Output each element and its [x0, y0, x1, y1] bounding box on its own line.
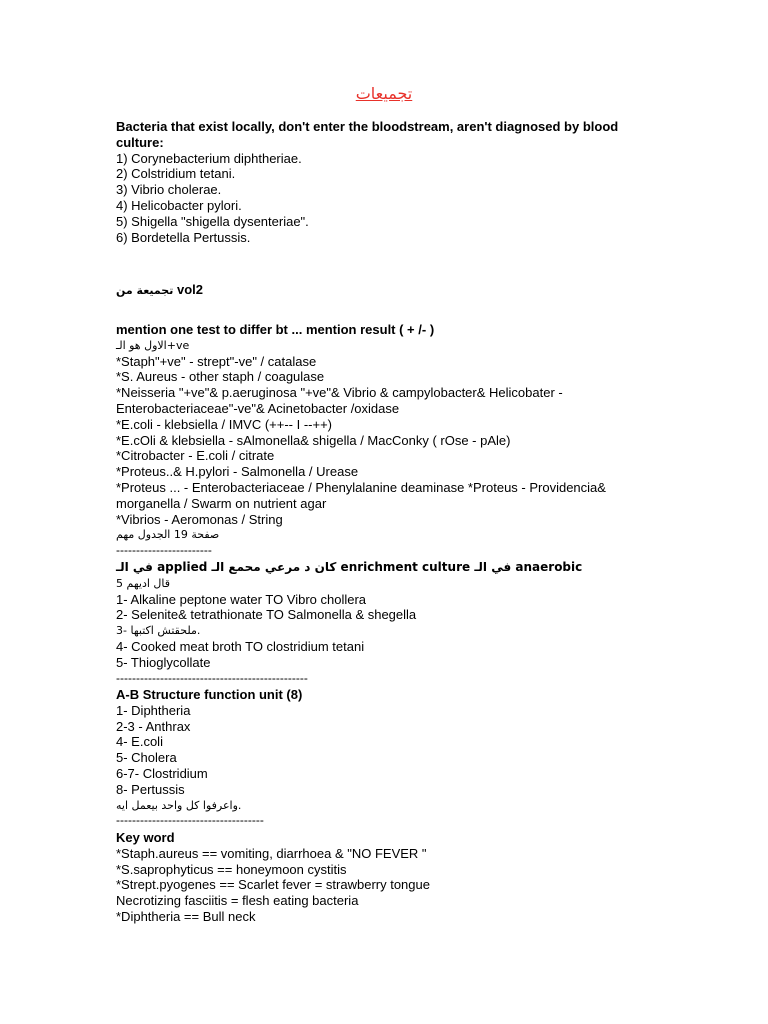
separator: ------------------------------------- — [116, 813, 264, 828]
section-note: الاول هو الـ+ve — [116, 338, 190, 352]
list-item: *Staph"+ve" - strept"-ve" / catalase — [116, 353, 317, 369]
list-item: *Proteus ... - Enterobacteriaceae / Phenylalanine deaminase *Proteus - Providencia& — [116, 479, 606, 495]
list-item: 5- Thioglycollate — [116, 654, 211, 670]
list-item: *S. Aureus - other staph / coagulase — [116, 369, 325, 385]
section-note: واعرفوا كل واحد بيعمل ايه. — [116, 798, 242, 812]
list-item: 5) Shigella "shigella dysenteriae". — [116, 213, 309, 229]
list-item: *Proteus..& H.pylori - Salmonella / Urease — [116, 464, 359, 480]
section-vol2 — [116, 282, 656, 298]
section-heading: mention one test to differ bt ... mention result ( + /- ) — [116, 322, 435, 337]
list-item: *Vibrios - Aeromonas / String — [116, 511, 283, 527]
heading-english: vol2 — [176, 282, 203, 297]
section-differ-tests — [116, 322, 656, 559]
list-item: 6) Bordetella Pertussis. — [116, 229, 251, 245]
list-item: 4- E.coli — [116, 734, 163, 750]
list-item: morganella / Swarm on nutrient agar — [116, 495, 327, 511]
list-item: 6-7- Clostridium — [116, 765, 208, 781]
list-item: 5- Cholera — [116, 750, 177, 766]
list-item: Enterobacteriaceae"-ve"& Acinetobacter /oxidase — [116, 400, 400, 416]
list-item: *Diphtheria == Bull neck — [116, 908, 256, 924]
page-note: صفحة 19 الجدول مهم — [116, 528, 220, 542]
list-item: 2) Colstridium tetani. — [116, 166, 236, 182]
list-item: *Staph.aureus == vomiting, diarrhoea & "NO FEVER " — [116, 845, 427, 861]
section-heading: في الـ applied كان د مرعي محمع الـ enrichment culture في الـ anaerobic — [116, 560, 583, 574]
list-item: 3- ملحقتش اكتبها. — [116, 624, 201, 638]
list-item: 2- Selenite& tetrathionate TO Salmonella & shegella — [116, 607, 417, 623]
section-ab-structure — [116, 687, 656, 829]
list-item: 3) Vibrio cholerae. — [116, 182, 222, 198]
section-heading: A-B Structure function unit (8) — [116, 687, 303, 702]
section-note: قال اديهم 5 — [116, 576, 171, 590]
section-heading: Bacteria that exist locally, don't enter the bloodstream, aren't diagnosed by blood culture: — [116, 119, 619, 150]
separator: ------------------------------------------------ — [116, 670, 308, 685]
list-item: 2-3 - Anthrax — [116, 718, 191, 734]
document-title: تجميعات — [355, 84, 413, 103]
list-item: *S.saprophyticus == honeymoon cystitis — [116, 861, 347, 877]
list-item: Necrotizing fasciitis = flesh eating bacteria — [116, 893, 359, 909]
list-item: 1- Diphtheria — [116, 702, 191, 718]
list-item: *Strept.pyogenes == Scarlet fever = strawberry tongue — [116, 877, 430, 893]
list-item: 8- Pertussis — [116, 781, 185, 797]
section-enrichment-culture — [116, 560, 656, 686]
section-local-bacteria — [116, 119, 656, 245]
list-item: 1- Alkaline peptone water TO Vibro chollera — [116, 591, 367, 607]
list-item: *Citrobacter - E.coli / citrate — [116, 448, 275, 464]
list-item: 1) Corynebacterium diphtheriae. — [116, 150, 302, 166]
section-heading: Key word — [116, 830, 175, 845]
list-item: *Neisseria "+ve"& p.aeruginosa "+ve"& Vibrio & campylobacter& Helicobater - — [116, 385, 563, 401]
list-item: 4- Cooked meat broth TO clostridium tetani — [116, 638, 365, 654]
list-item: *E.coli - klebsiella / IMVC (++-- I --++) — [116, 416, 332, 432]
list-item: 4) Helicobacter pylori. — [116, 197, 242, 213]
heading-arabic: تجميعة من — [116, 284, 174, 297]
list-item: *E.cOli & klebsiella - sAlmonella& shigella / MacConky ( rOse - pAle) — [116, 432, 511, 448]
section-heading — [116, 282, 656, 298]
section-key-word — [116, 830, 656, 925]
separator: ------------------------ — [116, 543, 212, 558]
